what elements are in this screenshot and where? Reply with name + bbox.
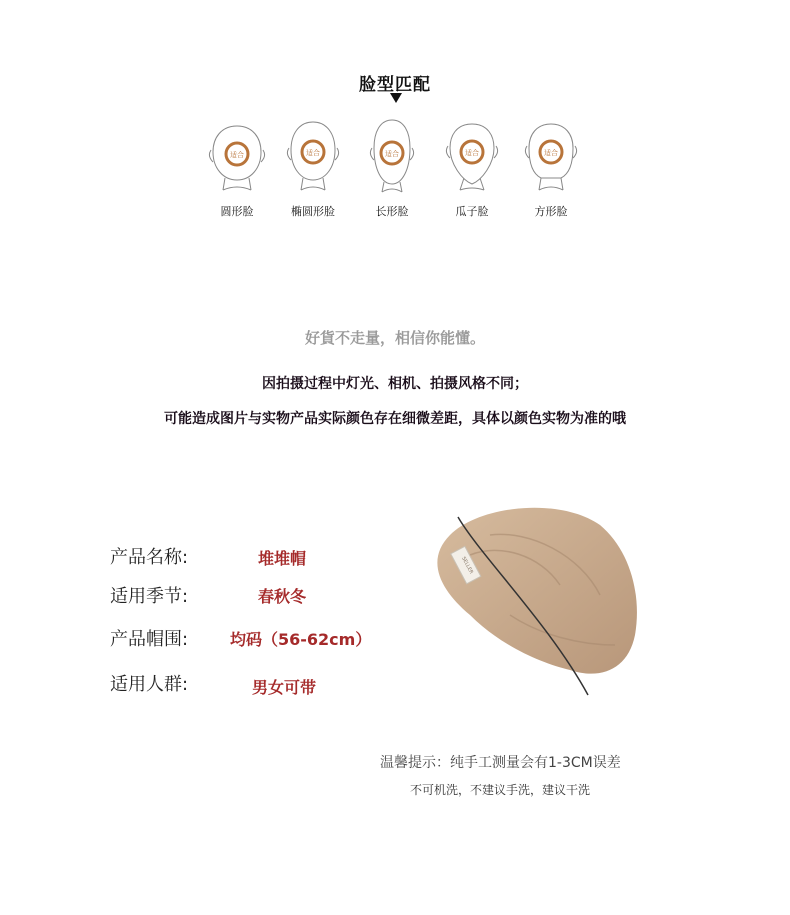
- melon-seed-face-icon: [442, 118, 502, 198]
- spec-value-size: 均码（56-62cm）: [230, 630, 372, 649]
- face-card-long: [352, 118, 432, 218]
- suitable-badge: 适合: [230, 151, 244, 159]
- spec-label-audience: 适用人群:: [110, 674, 189, 695]
- suitable-badge: 适合: [385, 150, 399, 158]
- face-label: 圆形脸: [220, 205, 254, 218]
- color-notice-line2: 可能造成图片与实物产品实际颜色存在细微差距，具体以颜色实物为准的哦: [164, 411, 626, 427]
- spec-value-name: 堆堆帽: [258, 549, 307, 568]
- face-label: 瓜子脸: [455, 205, 489, 218]
- spec-value-audience: 男女可带: [252, 678, 317, 697]
- face-match-title: 脸型匹配: [359, 75, 431, 95]
- hat-tag: SELLER: [460, 555, 475, 576]
- down-arrow-icon: [390, 93, 402, 103]
- face-card-round: [197, 118, 277, 218]
- slogan: 好貨不走量，相信你能懂。: [304, 329, 485, 347]
- suitable-badge: 适合: [544, 149, 558, 157]
- face-card-square: [511, 118, 591, 218]
- square-face-icon: [521, 118, 581, 198]
- face-label: 椭圆形脸: [291, 205, 335, 218]
- hat-image: [410, 495, 650, 710]
- face-label: 方形脸: [534, 205, 568, 218]
- spec-label-season: 适用季节:: [110, 586, 189, 607]
- oval-face-icon: [283, 118, 343, 198]
- spec-label-size: 产品帽围:: [110, 629, 189, 650]
- color-notice-line1: 因拍摄过程中灯光、相机、拍摄风格不同；: [262, 376, 528, 392]
- suitable-badge: 适合: [465, 149, 479, 157]
- long-face-icon: [362, 118, 422, 198]
- spec-label-name: 产品名称:: [110, 547, 189, 568]
- round-face-icon: [207, 118, 267, 198]
- face-label: 长形脸: [375, 205, 409, 218]
- wash-tip: 不可机洗，不建议手洗，建议干洗: [410, 783, 591, 797]
- face-card-melon-seed: [432, 118, 512, 218]
- measurement-tip: 温馨提示：纯手工测量会有1-3CM误差: [380, 755, 621, 771]
- face-card-oval: [273, 118, 353, 218]
- spec-value-season: 春秋冬: [258, 587, 307, 606]
- suitable-badge: 适合: [306, 149, 320, 157]
